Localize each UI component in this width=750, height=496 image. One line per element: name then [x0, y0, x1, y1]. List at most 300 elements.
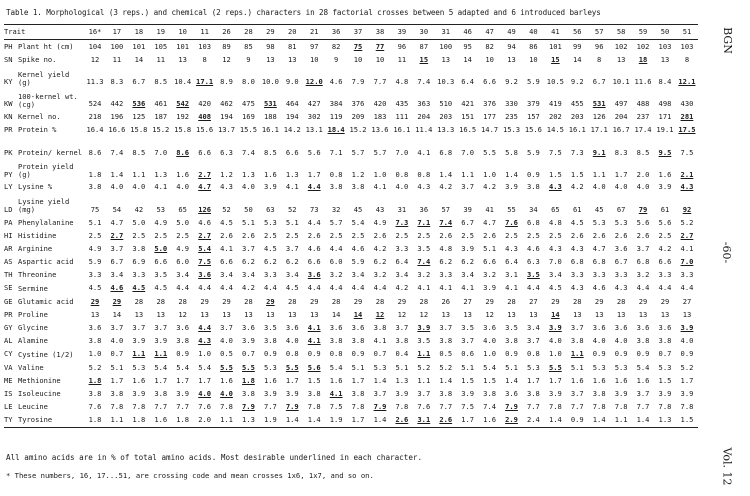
table-cell: 192	[176, 111, 190, 121]
table-cell: 3.9	[132, 336, 146, 346]
table-cell: 4.4	[351, 283, 365, 293]
table-cell: 3.6	[614, 243, 628, 253]
table-cell: 0.8	[285, 349, 299, 359]
table-cell: 82	[331, 41, 341, 51]
cross-column-header: 41	[544, 25, 566, 40]
table-cell: 7.5	[680, 147, 694, 157]
table-cell: 4.5	[88, 283, 102, 293]
table-cell: 7.5	[198, 257, 211, 267]
table-cell: 28	[616, 296, 626, 306]
trait-label-cell	[18, 256, 84, 269]
table-cell: 101	[132, 41, 146, 51]
table-cell: 1.6	[150, 414, 172, 428]
table-cell: 1.7	[176, 375, 190, 385]
cross-column-header: 58	[610, 25, 632, 40]
table-cell: 3.8	[329, 336, 343, 346]
trait-code: GE	[4, 296, 13, 306]
table-cell: 29	[485, 296, 494, 306]
table-cell: 4.3	[570, 243, 584, 253]
table-cell: 1.3	[285, 169, 299, 179]
table-cell: 16.1	[568, 125, 586, 135]
table-cell: 11	[156, 54, 166, 64]
table-cell: 0.8	[395, 169, 409, 179]
table-cell: 9.0	[285, 77, 299, 87]
trait-label-cell	[18, 414, 84, 428]
table-cell: 6.6	[220, 257, 233, 267]
table-cell: 0.7	[373, 349, 387, 359]
table-cell: 0.9	[680, 349, 694, 359]
trait-label-cell	[18, 401, 84, 414]
table-cell: 13	[156, 309, 166, 319]
table-cell: 75	[353, 41, 363, 51]
table-cell: 10	[353, 54, 363, 64]
table-cell: 13	[660, 54, 670, 64]
table-cell: 1.8	[84, 414, 106, 428]
table-cell: 16.1	[393, 125, 411, 135]
table-cell: 5.4	[329, 362, 343, 372]
table-cell: 16.1	[261, 125, 279, 135]
table-cell: 2.9	[501, 414, 523, 428]
table-cell: 6.6	[307, 257, 321, 267]
trait-code: VA	[4, 362, 13, 372]
trait-label: Sermine	[18, 283, 48, 293]
table-cell: 3.5	[505, 323, 518, 333]
table-cell: 50	[244, 204, 253, 214]
trait-code: KW	[4, 99, 13, 109]
table-cell: 408	[198, 111, 211, 121]
table-cell: 95	[463, 41, 472, 51]
table-row	[4, 229, 698, 242]
table-cell: 4.9	[373, 217, 387, 227]
table-cell: 4.1	[329, 388, 343, 398]
table-cell: 29	[200, 296, 209, 306]
margin-volume-text: Vol. 12	[720, 446, 734, 486]
table-cell: 7.9	[373, 402, 387, 412]
table-cell: 126	[198, 204, 211, 214]
table-cell: 1.4	[505, 375, 518, 385]
table-cell: 55	[507, 204, 516, 214]
table-cell: 4.1	[461, 283, 475, 293]
table-cell: 7.4	[483, 402, 496, 412]
table-cell: 3.8	[329, 182, 343, 192]
trait-code: HI	[4, 230, 13, 240]
table-cell: 531	[263, 99, 277, 109]
table-cell: 103	[658, 41, 672, 51]
trait-code: ME	[4, 375, 13, 385]
table-cell: 13	[222, 309, 231, 319]
table-cell: 11	[112, 54, 122, 64]
table-cell: 8.3	[110, 77, 124, 87]
trait-label: Leucine	[18, 402, 48, 412]
table-cell: 524	[88, 99, 102, 109]
table-cell: 235	[505, 111, 518, 121]
trait-label-cell	[18, 124, 84, 137]
cross-column-header: 57	[588, 25, 610, 40]
table-cell: 3.9	[505, 182, 518, 192]
table-row	[4, 53, 698, 66]
table-cell: 4.0	[132, 182, 146, 192]
table-row	[4, 216, 698, 229]
table-cell: 5.1	[110, 362, 124, 372]
table-cell: 4.3	[220, 182, 233, 192]
table-cell: 13	[441, 54, 451, 64]
table-cell: 13	[288, 309, 297, 319]
table-cell: 89	[222, 41, 231, 51]
table-cell: 3.8	[176, 336, 190, 346]
table-cell: 12	[178, 309, 187, 319]
table-cell: 29	[594, 296, 604, 306]
table-cell: 96	[397, 41, 407, 51]
trait-code: PH	[4, 41, 13, 51]
table-row	[4, 321, 698, 334]
table-cell: 3.7	[285, 243, 299, 253]
table-cell: 3.8	[132, 243, 146, 253]
table-cell: 7.4	[417, 77, 431, 87]
table-cell: 0.7	[242, 349, 255, 359]
table-cell: 1.2	[351, 169, 365, 179]
table-cell: 1.1	[154, 349, 168, 359]
table-cell: 5.1	[505, 362, 518, 372]
table-cell: 3.9	[132, 388, 146, 398]
table-cell: 13	[616, 309, 626, 319]
table-cell: 1.3	[237, 414, 259, 428]
cross-column-header: 31	[435, 25, 457, 40]
table-cell: 5.1	[242, 217, 255, 227]
table-cell: 28	[156, 296, 166, 306]
trait-label-cell	[18, 335, 84, 348]
table-cell: 8.5	[132, 147, 146, 157]
table-cell: 3.9	[548, 323, 562, 333]
table-cell: 1.0	[373, 169, 387, 179]
table-cell: 2.7	[198, 230, 211, 240]
table-cell: 4.5	[154, 283, 168, 293]
table-cell: 2.0	[636, 169, 650, 179]
trait-label: Valine	[18, 362, 44, 372]
table-cell: 100	[439, 41, 453, 51]
table-cell: 1.4	[439, 375, 453, 385]
table-cell: 7.8	[680, 402, 694, 412]
table-cell: 34	[529, 204, 538, 214]
table-cell: 1.7	[307, 169, 321, 179]
table-cell: 2.5	[395, 230, 409, 240]
table-cell: 5.1	[461, 362, 475, 372]
table-cell: 1.4	[281, 414, 303, 428]
table-row	[4, 414, 698, 428]
table-cell: 4.3	[680, 182, 694, 192]
table-cell: 4.3	[417, 182, 431, 192]
table-cell: 4.9	[176, 243, 190, 253]
table-cell: 15.6	[524, 125, 542, 135]
table-cell: 427	[307, 99, 321, 109]
table-cell: 13	[594, 309, 604, 319]
cross-column-header: 16*	[84, 25, 106, 40]
table-cell: 5.3	[373, 362, 387, 372]
table-cell: 3.5	[417, 243, 431, 253]
table-cell: 8.5	[636, 147, 650, 157]
table-cell: 419	[548, 99, 562, 109]
characters-table	[4, 24, 698, 428]
table-row	[4, 110, 698, 123]
table-cell: 4.9	[88, 243, 102, 253]
trait-label-cell	[18, 53, 84, 66]
table-cell: 4.1	[220, 243, 233, 253]
table-cell: 169	[242, 111, 255, 121]
table-cell: 2.7	[198, 169, 211, 179]
table-cell: 1.0	[88, 349, 102, 359]
table-cell: 455	[570, 99, 584, 109]
table-cell: 204	[417, 111, 431, 121]
table-cell: 1.9	[259, 414, 281, 428]
table-cell: 4.4	[658, 283, 672, 293]
trait-label-cell	[18, 242, 84, 255]
table-cell: 5.1	[285, 217, 299, 227]
table-cell: 1.6	[329, 375, 343, 385]
table-row	[4, 256, 698, 269]
table-cell: 102	[636, 41, 650, 51]
table-cell: 6.2	[373, 257, 387, 267]
table-cell: 5.6	[658, 217, 672, 227]
table-cell: 4.1	[373, 182, 387, 192]
table-cell: 188	[263, 111, 277, 121]
table-cell: 15.5	[239, 125, 257, 135]
table-cell: 1.1	[132, 349, 146, 359]
table-cell: 4.6	[110, 283, 124, 293]
table-cell: 1.7	[680, 375, 694, 385]
trait-label: Lysine %	[18, 182, 53, 192]
table-cell: 4.0	[220, 388, 233, 398]
table-cell: 363	[417, 99, 431, 109]
table-cell: 203	[439, 111, 453, 121]
table-cell: 29	[551, 296, 560, 306]
table-cell: 2.5	[527, 230, 540, 240]
cross-column-header: 30	[413, 25, 435, 40]
table-cell: 17.5	[678, 125, 696, 135]
table-cell: 0.7	[658, 349, 672, 359]
table-cell: 1.1	[216, 414, 238, 428]
table-cell: 5.3	[592, 217, 606, 227]
trait-label-cell	[18, 137, 84, 159]
table-cell: 209	[351, 111, 365, 121]
table-cell: 101	[548, 41, 562, 51]
table-cell: 12	[419, 309, 429, 319]
table-cell: 4.4	[636, 283, 650, 293]
table-cell: 1.2	[220, 169, 233, 179]
table-cell: 3.2	[373, 270, 387, 280]
table-cell: 13	[507, 309, 516, 319]
table-cell: 1.8	[242, 375, 255, 385]
table-cell: 1.0	[198, 349, 211, 359]
table-cell: 1.6	[220, 375, 233, 385]
table-cell: 12.0	[305, 77, 323, 87]
table-cell: 3.8	[351, 336, 365, 346]
table-cell: 1.4	[439, 169, 453, 179]
table-cell: 103	[680, 41, 694, 51]
table-cell: 7.4	[417, 257, 431, 267]
table-cell: 1.0	[483, 349, 496, 359]
table-cell: 27	[463, 296, 472, 306]
table-cell: 2.6	[373, 230, 387, 240]
table-cell: 3.8	[505, 336, 518, 346]
table-cell: 203	[570, 111, 584, 121]
table-cell: 13	[266, 54, 275, 64]
table-cell: 5.4	[176, 362, 190, 372]
table-cell: 0.9	[505, 349, 518, 359]
table-cell: 7.0	[548, 257, 562, 267]
table-cell: 0.9	[176, 349, 190, 359]
table-cell: 65	[178, 204, 187, 214]
table-cell: 4.6	[198, 217, 211, 227]
table-cell: 29	[222, 296, 231, 306]
table-cell: 5.9	[527, 77, 540, 87]
table-cell: 3.6	[176, 323, 190, 333]
table-cell: 218	[88, 111, 102, 121]
table-cell: 7.8	[592, 402, 606, 412]
trait-label-cell	[18, 361, 84, 374]
table-cell: 4.0	[548, 336, 562, 346]
trait-label: Arginine	[18, 244, 53, 253]
table-cell: 196	[110, 111, 124, 121]
table-cell: 2.5	[329, 230, 343, 240]
table-row	[4, 374, 698, 387]
table-cell: 105	[154, 41, 168, 51]
cross-column-header: 26	[216, 25, 238, 40]
table-cell: 1.1	[461, 169, 475, 179]
table-cell: 2.7	[110, 230, 124, 240]
table-cell: 5.1	[570, 362, 584, 372]
table-cell: 0.7	[110, 349, 124, 359]
table-cell: 6.4	[395, 257, 409, 267]
table-cell: 5.4	[154, 362, 168, 372]
table-cell: 5.5	[285, 362, 299, 372]
trait-label-cell	[18, 229, 84, 242]
table-cell: 3.4	[395, 270, 409, 280]
table-cell: 3.9	[417, 323, 431, 333]
table-cell: 9.2	[570, 77, 584, 87]
table-cell: 5.4	[351, 217, 365, 227]
table-cell: 3.7	[527, 336, 540, 346]
table-cell: 3.7	[132, 323, 146, 333]
table-cell: 1.7	[110, 375, 124, 385]
table-cell: 2.5	[132, 230, 146, 240]
table-cell: 2.6	[614, 230, 628, 240]
table-cell: 6.7	[461, 217, 475, 227]
table-cell: 7.5	[548, 147, 562, 157]
table-cell: 6.0	[329, 257, 343, 267]
table-cell: 3.3	[88, 270, 102, 280]
table-cell: 5.4	[483, 362, 496, 372]
margin-journal-code	[712, 10, 742, 70]
table-cell: 41	[485, 204, 494, 214]
table-cell: 7.4	[439, 217, 453, 227]
table-cell: 1.4	[544, 414, 566, 428]
table-cell: 7.6	[88, 402, 102, 412]
table-cell: 177	[483, 111, 496, 121]
table-cell: 119	[329, 111, 343, 121]
table-cell: 3.9	[658, 182, 672, 192]
table-cell: 4.0	[285, 336, 299, 346]
table-cell: 5.7	[373, 147, 387, 157]
table-cell: 4.2	[658, 243, 672, 253]
footnote-amino-acids: All amino acids are in % of total amino acids. Most desirable underlined in each character.	[6, 453, 423, 462]
table-cell: 4.1	[439, 283, 453, 293]
table-cell: 43	[375, 204, 385, 214]
table-cell: 15.8	[174, 125, 192, 135]
table-cell: 6.2	[242, 257, 255, 267]
table-cell: 4.1	[417, 147, 431, 157]
table-cell: 3.3	[263, 270, 277, 280]
table-cell: 14	[573, 54, 582, 64]
table-cell: 6.7	[110, 257, 124, 267]
table-cell: 4.5	[132, 283, 146, 293]
table-cell: 10	[309, 54, 319, 64]
table-cell: 4.3	[505, 243, 518, 253]
trait-code: PA	[4, 217, 13, 227]
table-cell: 430	[680, 99, 694, 109]
table-cell: 36	[419, 204, 429, 214]
table-cell: 28	[507, 296, 516, 306]
table-cell: 3.8	[527, 182, 540, 192]
table-cell: 2.5	[88, 230, 102, 240]
margin-volume	[712, 436, 742, 496]
table-cell: 85	[244, 41, 253, 51]
table-cell: 7.5	[461, 402, 475, 412]
table-cell: 65	[551, 204, 560, 214]
trait-label-cell	[18, 269, 84, 282]
table-cell: 3.6	[198, 270, 211, 280]
table-cell: 6.2	[439, 257, 453, 267]
table-row	[4, 361, 698, 374]
trait-label-cell	[18, 348, 84, 361]
table-cell: 4.8	[548, 217, 562, 227]
table-cell: 7.4	[242, 147, 255, 157]
table-cell: 5.1	[395, 362, 409, 372]
table-row	[4, 137, 698, 159]
table-cell: 5.3	[614, 362, 628, 372]
table-cell: 13	[682, 309, 692, 319]
table-cell: 3.8	[439, 336, 453, 346]
trait-column-header: Trait	[4, 25, 84, 40]
trait-label-cell	[18, 387, 84, 400]
table-cell: 3.9	[285, 388, 299, 398]
table-cell: 2.5	[285, 230, 299, 240]
table-cell: 18	[638, 54, 648, 64]
trait-label: Aspartic acid	[18, 257, 74, 267]
table-cell: 1.6	[592, 375, 606, 385]
table-row	[4, 88, 698, 110]
table-cell: 2.7	[680, 230, 694, 240]
trait-label-cell	[18, 181, 84, 194]
table-cell: 4.0	[395, 182, 409, 192]
table-cell: 5.5	[483, 147, 496, 157]
table-cell: 13.7	[217, 125, 236, 135]
table-cell: 3.9	[548, 388, 562, 398]
table-cell: 5.7	[329, 217, 343, 227]
trait-label: Cystine (1/2)	[18, 349, 74, 359]
table-cell: 32	[331, 204, 341, 214]
trait-label: Protein/ kernel	[18, 147, 83, 157]
table-cell: 4.0	[614, 336, 628, 346]
cross-column-header: 49	[501, 25, 523, 40]
table-cell: 4.5	[220, 217, 233, 227]
table-cell: 53	[156, 204, 166, 214]
trait-code: PY	[4, 169, 13, 179]
table-cell: 1.1	[592, 169, 606, 179]
table-cell: 79	[638, 204, 648, 214]
cross-column-header: 28	[237, 25, 259, 40]
table-cell: 1.6	[636, 375, 650, 385]
table-cell: 7.8	[548, 402, 562, 412]
table-cell: 1.7	[351, 375, 365, 385]
